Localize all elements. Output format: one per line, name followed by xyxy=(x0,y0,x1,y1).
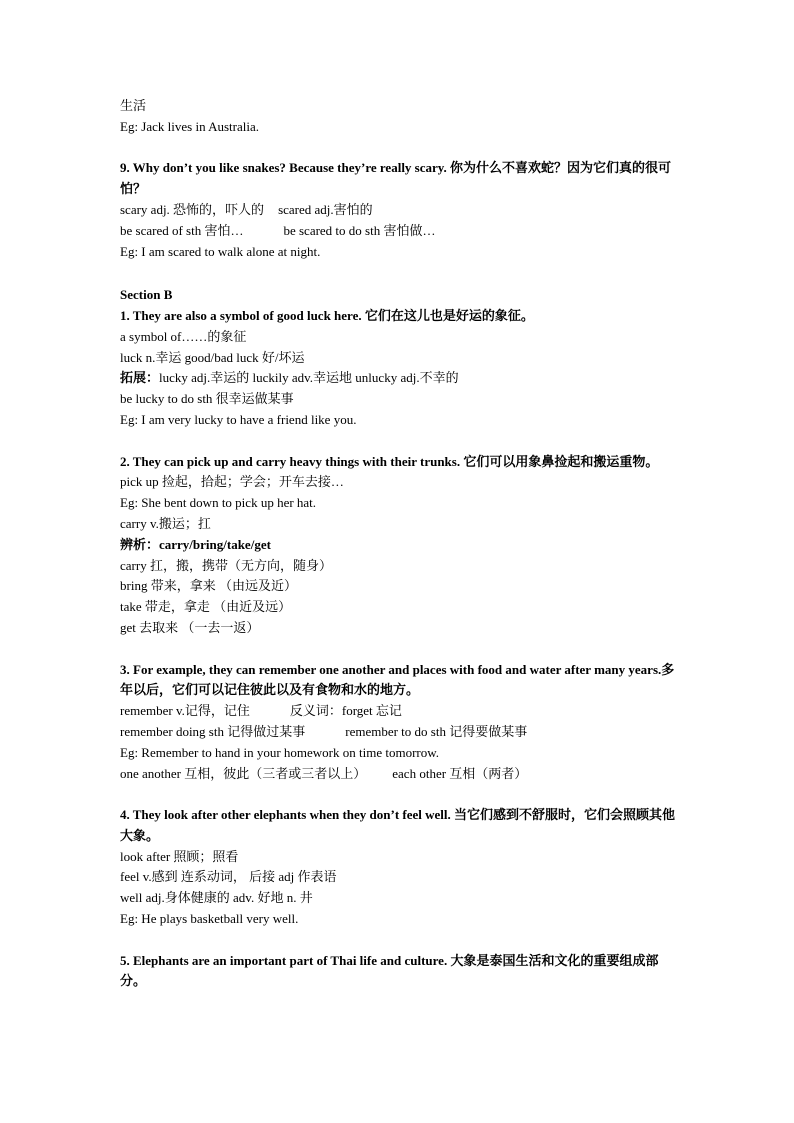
item-2-title: 2. They can pick up and carry heavy things with their trunks. 它们可以用象鼻捡起和搬运重物。 xyxy=(120,453,659,469)
vocab-line: be lucky to do sth 很幸运做某事 xyxy=(120,391,294,407)
item-5-title: 5. Elephants are an important part of Thai life and culture. 大象是泰国生活和文化的重要组成部分。 xyxy=(120,952,659,989)
item-3-title: 3. For example, they can remember one another and places with food and water after many years.多年以后，它们可以记住彼此以及有食物和水的地方。 xyxy=(120,661,675,698)
vocab-remember: remember v.记得，记住 xyxy=(120,703,250,719)
spacer xyxy=(120,138,680,159)
vocab-line xyxy=(120,701,680,722)
vocab-line: carry v.搬运；扛 xyxy=(120,515,211,531)
spacer xyxy=(120,262,680,283)
vocab-scary: scary adj. 恐怖的，吓人的 xyxy=(120,201,265,217)
phrase-scared-to: be scared to do sth 害怕做… xyxy=(283,222,436,238)
example-sentence: Eg: Remember to hand in your homework on time tomorrow. xyxy=(120,744,440,760)
vocab-line xyxy=(120,722,680,743)
phrase-each-other: each other 互相（两者） xyxy=(392,765,528,781)
vocab-line: a symbol of……的象征 xyxy=(120,328,247,344)
vocab-line xyxy=(120,221,680,242)
vocab-line xyxy=(120,764,680,785)
example-sentence: Eg: Jack lives in Australia. xyxy=(120,118,260,134)
vocab-line xyxy=(120,368,680,389)
text-line: 生活 xyxy=(120,98,147,113)
document-page xyxy=(120,96,680,992)
item-1-title: 1. They are also a symbol of good luck here. 它们在这儿也是好运的象征。 xyxy=(120,307,534,323)
spacer xyxy=(120,930,680,951)
spacer xyxy=(120,639,680,660)
spacer xyxy=(120,431,680,452)
vocab-line xyxy=(120,200,680,221)
vocab-scared: scared adj.害怕的 xyxy=(278,201,373,217)
vocab-line: bring 带来，拿来 （由远及近） xyxy=(120,578,297,594)
phrase-remember-doing: remember doing sth 记得做过某事 xyxy=(120,723,306,739)
vocab-line: carry 扛，搬，携带（无方向，随身） xyxy=(120,557,332,573)
vocab-line: feel v.感到 连系动词， 后接 adj 作表语 xyxy=(120,869,337,885)
vocab-line: pick up 捡起，拾起；学会；开车去接… xyxy=(120,474,344,490)
item-9-title: 9. Why don’t you like snakes? Because they’re really scary. 你为什么不喜欢蛇？因为它们真的很可怕？ xyxy=(120,160,672,197)
vocab-line: get 去取来 （一去一返） xyxy=(120,619,260,635)
extension-text: lucky adj.幸运的 luckily adv.幸运地 unlucky adj.不幸的 xyxy=(159,370,459,386)
example-sentence: Eg: I am very lucky to have a friend like you. xyxy=(120,411,357,427)
item-4-title: 4. They look after other elephants when they don’t feel well. 当它们感到不舒服时，它们会照顾其他大象。 xyxy=(120,807,676,843)
phrase-one-another: one another 互相，彼此（三者或三者以上） xyxy=(120,765,367,781)
spacer xyxy=(120,784,680,805)
extension-label: 拓展： xyxy=(120,370,160,386)
phrase-scared-of: be scared of sth 害怕… xyxy=(120,222,244,238)
section-heading: Section B xyxy=(120,287,173,303)
comparison-heading: 辨析：carry/bring/take/get xyxy=(120,536,271,552)
vocab-line: take 带走，拿走 （由近及远） xyxy=(120,599,292,615)
example-sentence: Eg: I am scared to walk alone at night. xyxy=(120,243,321,259)
vocab-line: well adj.身体健康的 adv. 好地 n. 井 xyxy=(120,890,313,906)
example-sentence: Eg: She bent down to pick up her hat. xyxy=(120,495,317,511)
vocab-line: look after 照顾；照看 xyxy=(120,848,239,864)
vocab-antonym: 反义词：forget 忘记 xyxy=(289,703,402,719)
phrase-remember-to-do: remember to do sth 记得要做某事 xyxy=(345,723,528,739)
example-sentence: Eg: He plays basketball very well. xyxy=(120,911,299,927)
vocab-line: luck n.幸运 good/bad luck 好/坏运 xyxy=(120,349,305,365)
